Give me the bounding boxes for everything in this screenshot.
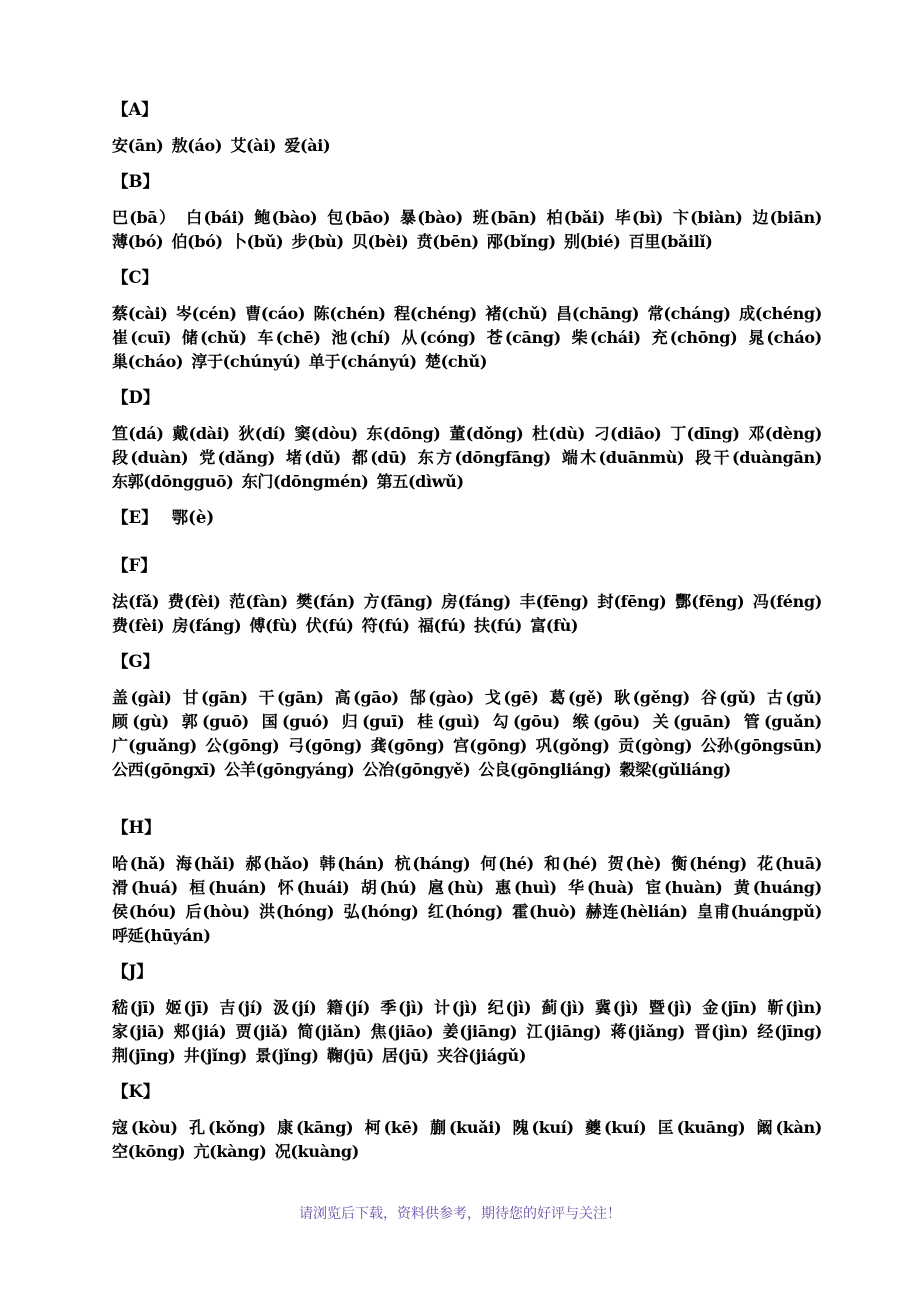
entry: 皇甫(huángpǔ)	[697, 902, 822, 921]
entry: 胡(hú)	[360, 878, 417, 897]
entry-list	[112, 686, 822, 782]
footer-note: 请浏览后下载，资料供参考，期待您的好评与关注！	[299, 1206, 621, 1222]
entry: 安(ān)	[112, 136, 164, 155]
entry: 堵(dǔ)	[285, 448, 341, 467]
entry: 穀梁(gǔliáng)	[619, 760, 731, 779]
entry: 姬(jī)	[165, 998, 210, 1017]
entry-list	[112, 590, 822, 638]
entry: 笪(dá)	[112, 424, 164, 443]
section-heading: 【B】	[112, 172, 159, 191]
entry: 边(biān)	[752, 208, 822, 227]
entry: 狄(dí)	[238, 424, 286, 443]
entry: 范(fàn)	[229, 592, 288, 611]
entry: 公西(gōngxī)	[112, 760, 216, 779]
entry: 公良(gōngliáng)	[478, 760, 612, 779]
entry: 单于(chányú)	[308, 352, 417, 371]
entry: 伯(bó)	[171, 232, 223, 251]
entry: 冯(féng)	[752, 592, 822, 611]
entry: 车(chē)	[257, 328, 321, 347]
entry: 邴(bǐng)	[486, 232, 556, 251]
entry: 亢(kàng)	[193, 1142, 267, 1161]
section-heading: 【J】	[112, 962, 153, 981]
entry: 郏(jiá)	[173, 1022, 227, 1041]
section-g	[112, 650, 822, 782]
entry: 古(gǔ)	[766, 688, 822, 707]
entry-list	[112, 996, 822, 1068]
entry: 樊(fán)	[296, 592, 355, 611]
entry: 柴(chái)	[571, 328, 641, 347]
entry: 葛(gě)	[549, 688, 604, 707]
entry: 吉(jí)	[219, 998, 263, 1017]
entry: 傅(fù)	[249, 616, 298, 635]
entry: 汲(jí)	[273, 998, 317, 1017]
entry: 卜(bǔ)	[231, 232, 284, 251]
entry: 季(jì)	[380, 998, 424, 1017]
entry: 简(jiǎn)	[297, 1022, 362, 1041]
entry: 卞(biàn)	[672, 208, 743, 227]
entry: 包(bāo)	[327, 208, 391, 227]
entry: 花(huā)	[757, 854, 822, 873]
entry-list	[112, 134, 822, 158]
entry: 陈(chén)	[313, 304, 386, 323]
section-f	[112, 554, 822, 638]
entry: 衡(héng)	[671, 854, 747, 873]
entry: 丁(dīng)	[670, 424, 740, 443]
entry: 井(jǐng)	[183, 1046, 248, 1065]
entry: 隗(kuí)	[512, 1118, 574, 1137]
entry: 寇(kòu)	[112, 1118, 178, 1137]
section-heading: 【D】	[112, 388, 160, 407]
section-heading	[112, 506, 822, 530]
entry: 康(kāng)	[277, 1118, 354, 1137]
entry: 滑(huá)	[112, 878, 178, 897]
entry: 赫连(hèlián)	[585, 902, 688, 921]
section-heading: 【C】	[112, 268, 159, 287]
entry: 夹谷(jiágǔ)	[437, 1046, 527, 1065]
entry: 海(hǎi)	[175, 854, 236, 873]
section-d	[112, 386, 822, 494]
entry: 桂(guì)	[417, 712, 480, 731]
entry: 崔(cuī)	[112, 328, 172, 347]
entry: 广(guǎng)	[112, 736, 197, 755]
entry: 封(fēng)	[597, 592, 667, 611]
entry: 公孙(gōngsūn)	[700, 736, 822, 755]
entry: 步(bù)	[291, 232, 344, 251]
entry: 缑(gōu)	[572, 712, 640, 731]
entry: 苍(cāng)	[486, 328, 561, 347]
entry: 东郭(dōngguō)	[112, 472, 234, 491]
entry: 阚(kàn)	[756, 1118, 822, 1137]
surname-list	[112, 98, 822, 1164]
entry: 百里(bǎilǐ)	[628, 232, 713, 251]
entry: 窦(dòu)	[294, 424, 358, 443]
section-a	[112, 98, 822, 158]
entry: 荆(jīng)	[112, 1046, 176, 1065]
entry: 晋(jìn)	[694, 1022, 749, 1041]
entry: 公(gōng)	[205, 736, 280, 755]
entry: 刁(diāo)	[593, 424, 662, 443]
entry: 宫(gōng)	[453, 736, 528, 755]
entry: 巴(bā）	[112, 208, 177, 227]
section-k	[112, 1080, 822, 1164]
entry: 冀(jì)	[595, 998, 639, 1017]
entry: 蒯(kuǎi)	[430, 1118, 502, 1137]
entry-list	[112, 302, 822, 374]
entry: 房(fáng)	[172, 616, 242, 635]
entry: 费(fèi)	[112, 616, 165, 635]
entry: 匡(kuāng)	[657, 1118, 746, 1137]
entry: 岑(cén)	[175, 304, 237, 323]
entry: 扶(fú)	[474, 616, 522, 635]
entry: 龚(gōng)	[370, 736, 445, 755]
entry: 洪(hóng)	[259, 902, 335, 921]
entry: 籍(jí)	[326, 998, 371, 1017]
entry: 谷(gǔ)	[700, 688, 756, 707]
section-c	[112, 266, 822, 374]
entry: 爱(ài)	[284, 136, 331, 155]
section-j	[112, 960, 822, 1068]
entry: 贡(gòng)	[618, 736, 693, 755]
entry: 高(gāo)	[334, 688, 399, 707]
entry: 哈(hǎ)	[112, 854, 166, 873]
entry: 敖(áo)	[171, 136, 223, 155]
entry: 弓(gōng)	[288, 736, 362, 755]
entry: 杭(háng)	[394, 854, 471, 873]
entry: 后(hòu)	[185, 902, 250, 921]
entry: 国(guó)	[261, 712, 329, 731]
entry: 费(fèi)	[167, 592, 221, 611]
entry: 邓(dèng)	[748, 424, 822, 443]
entry: 毕(bì)	[614, 208, 664, 227]
entry: 戈(gē)	[484, 688, 539, 707]
section-e	[112, 506, 822, 530]
entry: 况(kuàng)	[274, 1142, 359, 1161]
entry: 曹(cáo)	[245, 304, 306, 323]
entry: 贲(bēn)	[416, 232, 479, 251]
entry: 柏(bǎi)	[546, 208, 605, 227]
entry: 景(jǐng)	[255, 1046, 319, 1065]
entry: 郜(gào)	[409, 688, 474, 707]
entry: 鲍(bào)	[254, 208, 318, 227]
entry-list	[112, 852, 822, 948]
entry: 宦(huàn)	[645, 878, 723, 897]
entry: 纪(jì)	[487, 998, 532, 1017]
entry: 戴(dài)	[172, 424, 230, 443]
entry: 东方(dōngfāng)	[417, 448, 551, 467]
section-letter: 【E】	[112, 508, 158, 527]
section-heading: 【K】	[112, 1082, 160, 1101]
entry: 郝(hǎo)	[245, 854, 310, 873]
entry: 党(dǎng)	[199, 448, 275, 467]
entry: 第五(dìwǔ)	[376, 472, 464, 491]
entry: 昌(chāng)	[556, 304, 640, 323]
entry: 夔(kuí)	[585, 1118, 647, 1137]
entry: 经(jīng)	[757, 1022, 822, 1041]
entry: 华(huà)	[568, 878, 634, 897]
entry: 耿(gěng)	[614, 688, 690, 707]
entry: 段干(duàngān)	[695, 448, 822, 467]
entry: 甘(gān)	[182, 688, 248, 707]
entry: 金(jīn)	[702, 998, 758, 1017]
entry: 蓟(jì)	[541, 998, 585, 1017]
entry: 扈(hù)	[427, 878, 484, 897]
entry: 蔡(cài)	[112, 304, 168, 323]
entry: 程(chéng)	[394, 304, 477, 323]
entry: 归(guī)	[341, 712, 405, 731]
entry: 常(cháng)	[647, 304, 731, 323]
section-heading: 【H】	[112, 818, 161, 837]
entry: 计(jì)	[434, 998, 478, 1017]
entry: 蒋(jiǎng)	[610, 1022, 685, 1041]
entry: 丰(fēng)	[519, 592, 589, 611]
entry: 顾(gù)	[112, 712, 169, 731]
entry: 红(hóng)	[427, 902, 503, 921]
entry: 杜(dù)	[532, 424, 585, 443]
entry: 巢(cháo)	[112, 352, 184, 371]
entry: 段(duàn)	[112, 448, 189, 467]
entry: 靳(jìn)	[767, 998, 822, 1017]
entry: 艾(ài)	[230, 136, 277, 155]
entry: 福(fú)	[417, 616, 466, 635]
entry: 褚(chǔ)	[485, 304, 548, 323]
entry: 柯(kē)	[364, 1118, 419, 1137]
entry: 淳于(chúnyú)	[191, 352, 301, 371]
entry: 家(jiā)	[112, 1022, 165, 1041]
entry: 江(jiāng)	[526, 1022, 602, 1041]
entry-list	[112, 206, 822, 254]
entry: 楚(chǔ)	[424, 352, 488, 371]
entry: 别(bié)	[563, 232, 621, 251]
entry: 符(fú)	[361, 616, 410, 635]
entry: 暴(bào)	[399, 208, 463, 227]
entry: 居(jū)	[381, 1046, 429, 1065]
entry: 关(guān)	[652, 712, 731, 731]
entry: 和(hé)	[544, 854, 598, 873]
entry: 法(fǎ)	[112, 592, 160, 611]
entry: 霍(huò)	[512, 902, 577, 921]
entry: 韩(hán)	[319, 854, 385, 873]
entry: 郭(guō)	[181, 712, 249, 731]
entry: 方(fāng)	[363, 592, 433, 611]
entry: 桓(huán)	[189, 878, 267, 897]
section-heading: 【F】	[112, 556, 157, 575]
section-b	[112, 170, 822, 254]
entry: 酆(fēng)	[675, 592, 745, 611]
entry: 董(dǒng)	[449, 424, 524, 443]
entry: 嵇(jī)	[112, 998, 156, 1017]
entry: 东门(dōngmén)	[241, 472, 369, 491]
entry: 姜(jiāng)	[442, 1022, 518, 1041]
entry: 富(fù)	[530, 616, 579, 635]
entry: 白(bái)	[186, 208, 245, 227]
entry: 成(chéng)	[739, 304, 822, 323]
entry: 从(cóng)	[401, 328, 476, 347]
entry: 鄂(è)	[171, 508, 215, 527]
entry: 公羊(gōngyáng)	[224, 760, 355, 779]
entry-list	[112, 422, 822, 494]
entry: 管(guǎn)	[743, 712, 822, 731]
entry: 贝(bèi)	[351, 232, 409, 251]
entry: 储(chǔ)	[181, 328, 247, 347]
entry: 伏(fú)	[305, 616, 354, 635]
entry: 贾(jiǎ)	[235, 1022, 289, 1041]
entry: 班(bān)	[472, 208, 537, 227]
entry: 焦(jiāo)	[370, 1022, 434, 1041]
entry: 端木(duānmù)	[561, 448, 685, 467]
entry: 孔(kǒng)	[189, 1118, 266, 1137]
entry: 巩(gǒng)	[535, 736, 610, 755]
entry: 池(chí)	[331, 328, 391, 347]
entry: 都(dū)	[351, 448, 407, 467]
entry: 东(dōng)	[366, 424, 441, 443]
entry: 黄(huáng)	[733, 878, 822, 897]
section-h	[112, 816, 822, 948]
entry: 房(fáng)	[441, 592, 511, 611]
entry: 鞠(jū)	[326, 1046, 374, 1065]
entry: 勾(gōu)	[492, 712, 560, 731]
entry: 暨(jì)	[648, 998, 693, 1017]
entry: 弘(hóng)	[343, 902, 419, 921]
entry: 呼延(hūyán)	[112, 926, 211, 945]
section-heading: 【G】	[112, 652, 160, 671]
entry: 薄(bó)	[112, 232, 164, 251]
entry: 惠(huì)	[495, 878, 557, 897]
section-heading: 【A】	[112, 100, 158, 119]
entry: 充(chōng)	[651, 328, 738, 347]
entry: 盖(gài)	[112, 688, 172, 707]
entry-list	[112, 1116, 822, 1164]
entry: 干(gān)	[258, 688, 324, 707]
entry: 公冶(gōngyě)	[362, 760, 471, 779]
entry: 侯(hóu)	[112, 902, 177, 921]
entry: 贺(hè)	[607, 854, 662, 873]
entry: 怀(huái)	[277, 878, 350, 897]
entry: 空(kōng)	[112, 1142, 186, 1161]
entry: 晁(cháo)	[748, 328, 822, 347]
entry: 何(hé)	[480, 854, 534, 873]
